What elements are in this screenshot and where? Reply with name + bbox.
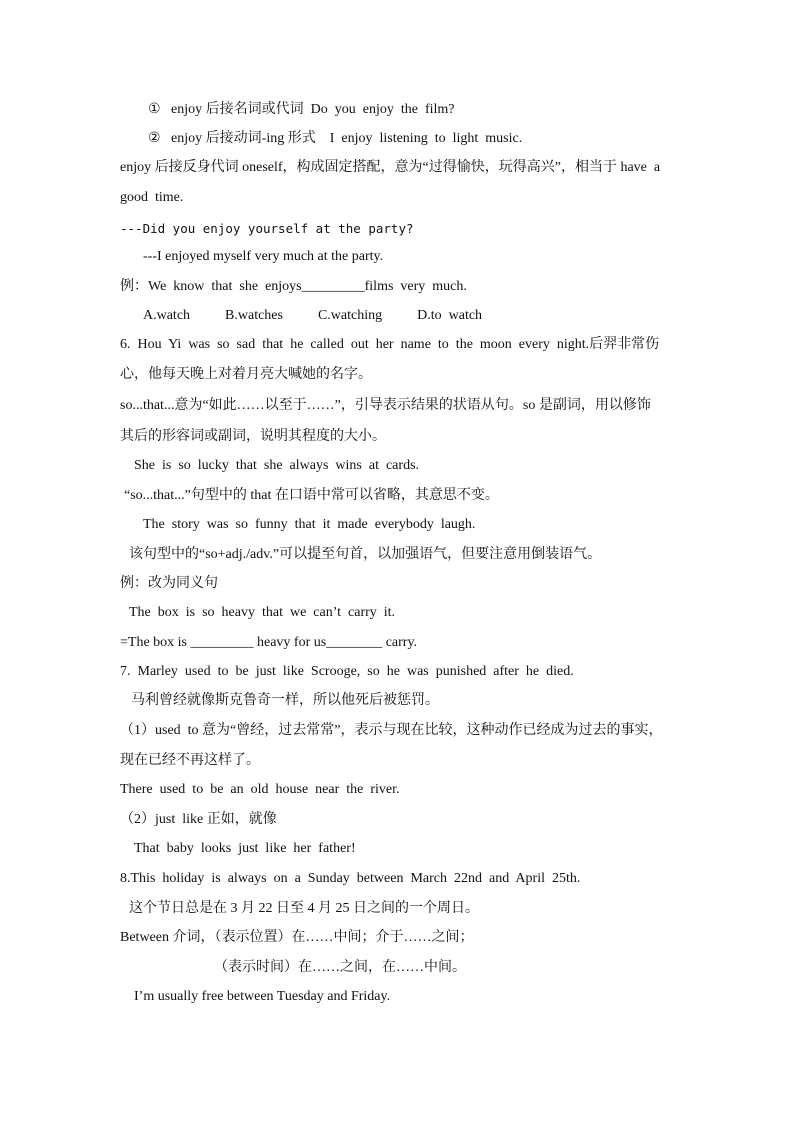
text-line: She is so lucky that she always wins at cards. — [134, 458, 420, 473]
text-line: 例：改为同义句 — [120, 576, 218, 591]
text-line: 例：We know that she enjoys_________films very much. — [120, 279, 467, 294]
text-line: ---I enjoyed myself very much at the party. — [143, 249, 384, 264]
text-line: 现在已经不再这样了。 — [120, 753, 260, 768]
text-line: 其后的形容词或副词，说明其程度的大小。 — [120, 429, 386, 444]
text-line: There used to be an old house near the river. — [120, 782, 400, 797]
text-line: enjoy 后接反身代词 oneself，构成固定搭配，意为“过得愉快，玩得高兴”，相当于 have a — [120, 160, 661, 175]
text-line: A.watch B.watches C.watching D.to watch — [143, 308, 483, 323]
text-line: 这个节日总是在 3 月 22 日至 4 月 25 日之间的一个周日。 — [129, 901, 479, 916]
text-line: The story was so funny that it made everybody laugh. — [143, 517, 476, 532]
text-line: I’m usually free between Tuesday and Friday. — [134, 989, 391, 1004]
text-line: =The box is _________ heavy for us________ carry. — [120, 635, 418, 650]
text-line: good time. — [120, 190, 184, 205]
text-line: 该句型中的“so+adj./adv.”可以提至句首，以加强语气，但要注意用倒装语气。 — [129, 547, 602, 562]
text-line: 7. Marley used to be just like Scrooge, so he was punished after he died. — [120, 664, 574, 679]
text-line: That baby looks just like her father! — [134, 841, 356, 856]
text-line: ② enjoy 后接动词-ing 形式 I enjoy listening to light music. — [148, 131, 523, 146]
text-line: The box is so heavy that we can’t carry it. — [129, 605, 396, 620]
text-line: （1）used to 意为“曾经，过去常常”，表示与现在比较，这种动作已经成为过去的事实， — [120, 723, 663, 738]
text-line: so...that...意为“如此……以至于……”，引导表示结果的状语从句。so 是副词，用以修饰 — [120, 398, 651, 413]
text-line: 马利曾经就像斯克鲁奇一样，所以他死后被惩罚。 — [131, 693, 439, 708]
text-line: “so...that...”句型中的 that 在口语中常可以省略，其意思不变。 — [124, 488, 499, 503]
text-line: 6. Hou Yi was so sad that he called out her name to the moon every night.后羿非常伤 — [120, 337, 660, 352]
text-line: （表示时间）在……之间，在……中间。 — [214, 960, 466, 975]
text-line: 心，他每天晚上对着月亮大喊她的名字。 — [120, 367, 372, 382]
text-line: ---Did you enjoy yourself at the party? — [120, 221, 414, 236]
text-line: （2）just like 正如，就像 — [120, 812, 277, 827]
text-line: ① enjoy 后接名词或代词 Do you enjoy the film? — [148, 102, 455, 117]
text-line: 8.This holiday is always on a Sunday between March 22nd and April 25th. — [120, 871, 581, 886]
text-line: Between 介词，（表示位置）在……中间；介于……之间； — [120, 930, 474, 945]
